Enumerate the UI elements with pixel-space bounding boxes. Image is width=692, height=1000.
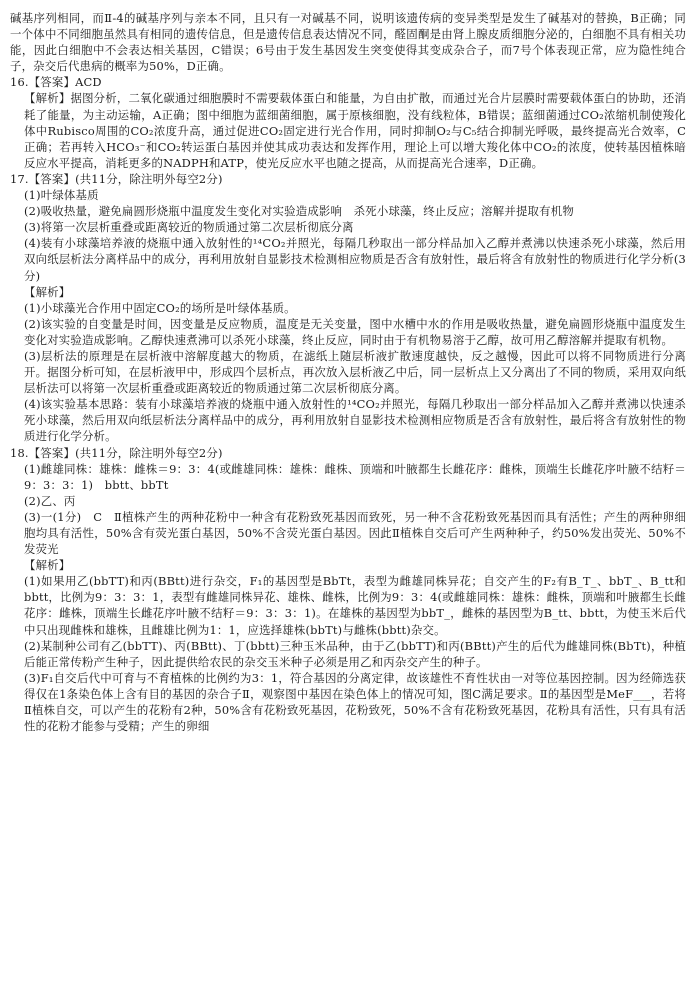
- question-17: [10, 171, 686, 445]
- q17-analysis-1: (1)小球藻光合作用中固定CO₂的场所是叶绿体基质。: [24, 300, 296, 315]
- q18-analysis-1: (1)如果用乙(bbTT)和丙(BBtt)进行杂交，F₁的基因型是BbTt，表型为雌雄同株异花；自交产生的F₂有B_T_、bbT_、B_tt和bbtt，比例为9：3：3：1，表型有雌雄同株异花、雄株、雌株，比例为9：3：4(或雌雄同株：雄株：雌株，顶端和叶腋都生长雌花序：雌株，顶端生长雌花序叶腋不结籽＝9：3：3：1)。在雄株的基因型为bbT_，雌株的基因型为B_tt、bbtt，为使玉米后代中只出现雌株和雄株，且雌雄比例为1：1，应选择雄株(bbTt)与雌株(bbtt)杂交。: [24, 574, 686, 637]
- q18-answer-3: (3)一(1分) C Ⅱ植株产生的两种花粉中一种含有花粉致死基因而致死，另一种不含花粉致死基因而具有活性；产生的两种卵细胞均具有活性，50%含有荧光蛋白基因，50%不含荧光蛋白基因。因此Ⅱ植株自交后可产生两种种子，约50%发出荧光、50%不发荧光: [24, 509, 686, 557]
- q17-analysis-label: 【解析】: [24, 284, 71, 299]
- q18-analysis-label: 【解析】: [24, 558, 71, 573]
- q16-explanation: 【解析】据图分析，二氧化碳通过细胞膜时不需要载体蛋白和能量，为自由扩散，而通过光合片层膜时需要载体蛋白的协助，还消耗了能量，为主动运输，A正确；图中细胞为蓝细菌细胞，属于原核细胞，没有线粒体，B错误；蓝细菌通过CO₂浓缩机制使羧化体中Rubisco周围的CO₂浓度升高，通过促进CO₂固定进行光合作用，同时抑制O₂与C₅结合抑制光呼吸，最终提高光合效率，C正确；若再转入HCO₃⁻和CO₂转运蛋白基因并使其成功表达和发挥作用，理论上可以增大羧化体中CO₂的浓度，使转基因植株暗反应水平提高，消耗更多的NADPH和ATP，使光反应水平也随之提高，从而提高光合速率，D正确。: [24, 91, 686, 170]
- question-16: [10, 74, 686, 171]
- q16-answer-heading: 16.【答案】ACD: [10, 75, 102, 90]
- question-18: [10, 445, 686, 735]
- continued-paragraph: 碱基序列相同，而Ⅱ-4的碱基序列与亲本不同，且只有一对碱基不同，说明该遗传病的变异类型是发生了碱基对的替换，B正确；同一个体中不同细胞虽然具有相同的遗传信息，但是遗传信息表达情况不同，醛固酮是由肾上腺皮质细胞分泌的，白细胞不具有相关功能，因此白细胞中不会表达相关基因，C错误；6号由于发生基因发生突变使得其变成杂合子，而7号个体表现正常，应为隐性纯合子，杂交后代患病的概率为50%，D正确。: [10, 11, 686, 74]
- q17-answer-heading: 17.【答案】(共11分，除注明外每空2分): [10, 171, 223, 186]
- q17-analysis-4: (4)该实验基本思路：装有小球藻培养液的烧瓶中通入放射性的¹⁴CO₂并照光，每隔几秒取出一部分样品加入乙醇并煮沸以快速杀死小球藻，然后用双向纸层析法分离样品中的成分，再利用放射自显影技术检测相应物质是否含有放射性，最后将含有放射性的物质进行化学分析。: [24, 397, 686, 444]
- q17-answer-1: (1)叶绿体基质: [24, 188, 99, 203]
- q17-answer-4: (4)装有小球藻培养液的烧瓶中通入放射性的¹⁴CO₂并照光，每隔几秒取出一部分样品加入乙醇并煮沸以快速杀死小球藻，然后用双向纸层析法分离样品中的成分，再利用放射自显影技术检测相应物质是否含有放射性，最后将含有放射性的物质进行化学分析(3分): [24, 236, 686, 283]
- q17-analysis-3: (3)层析法的原理是在层析液中溶解度越大的物质，在滤纸上随层析液扩散速度越快，反之越慢，因此可以将不同物质进行分离开。据图分析可知，在层析液甲中，形成四个层析点，再次放入层析液乙中后，同一层析点上又分离出了不同的物质，采用双向纸层析法可以将第一次层析重叠或距离较近的物质通过第二次层析彻底分离。: [24, 348, 686, 396]
- q18-answer-1: (1)雌雄同株：雄株：雌株＝9：3：4(或雌雄同株：雄株：雌株、顶端和叶腋都生长雌花序：雌株，顶端生长雌花序叶腋不结籽＝9：3：3：1) bbtt、bbTt: [24, 461, 686, 492]
- q18-analysis-2: (2)某制种公司有乙(bbTT)、丙(BBtt)、丁(bbtt)三种玉米品种，由于乙(bbTT)和丙(BBtt)产生的后代为雌雄同株(BbTt)，种植后能正常传粉产生种子，因此提供给农民的杂交玉米种子必须是用乙和丙杂交产生的种子。: [24, 638, 686, 669]
- q17-answer-3: (3)将第一次层析重叠或距离较近的物质通过第二次层析彻底分离: [24, 220, 354, 235]
- q17-analysis-2: (2)该实验的自变量是时间，因变量是反应物质，温度是无关变量，图中水槽中水的作用是吸收热量，避免扁圆形烧瓶中温度发生变化对实验造成影响。乙醇快速煮沸可以杀死小球藻，终止反应，同时由于有机物易溶于乙醇，故可用乙醇溶解并提取有机物。: [24, 316, 686, 347]
- q18-answer-heading: 18.【答案】(共11分，除注明外每空2分): [10, 445, 223, 460]
- q18-answer-2: (2)乙、丙: [24, 493, 76, 508]
- q18-analysis-3: (3)F₁自交后代中可育与不育植株的比例约为3：1，符合基因的分离定律，故该雄性不育性状由一对等位基因控制。因为经筛选获得仅在1条染色体上含有目的基因的杂合子Ⅱ，观察图中基因在染色体上的情况可知，图C满足要求。Ⅱ的基因型是MeF___，若将Ⅱ植株自交，可以产生的花粉有2种，50%含有花粉致死基因，花粉致死，50%不含有花粉致死基因，花粉具有活性，只有具有活性的花粉才能参与受精；产生的卵细: [24, 670, 686, 734]
- q17-answer-2: (2)吸收热量，避免扁圆形烧瓶中温度发生变化对实验造成影响 杀死小球藻，终止反应；溶解并提取有机物: [24, 204, 574, 219]
